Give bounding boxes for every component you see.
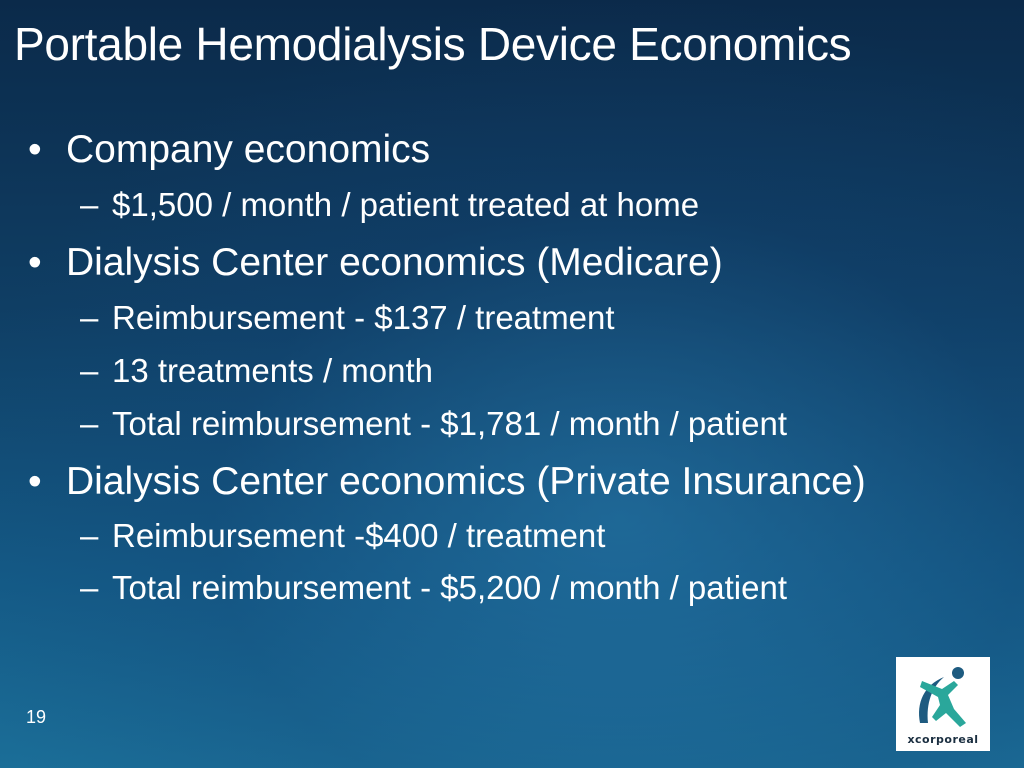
sub-bullet-item [80,404,787,444]
sub-bullet-item [80,568,787,608]
bullet-item [28,127,430,173]
sub-bullet-item [80,185,699,225]
sub-bullet-text: 13 treatments / month [112,352,433,389]
dash-marker: – [80,352,99,389]
bullet-text: Dialysis Center economics (Private Insurance) [66,460,866,503]
slide-title: Portable Hemodialysis Device Economics [14,18,852,70]
logo-wordmark: xcorporeal [907,733,979,746]
xcorporeal-figure-logo-icon [914,663,972,731]
page-number: 19 [26,707,47,727]
sub-bullet-text: Reimbursement - $137 / treatment [112,299,615,336]
bullet-marker: • [28,241,42,284]
sub-bullet-text: Total reimbursement - $5,200 / month / patient [112,569,788,606]
sub-bullet-text: Reimbursement -$400 / treatment [112,517,606,554]
dash-marker: – [80,569,99,606]
dash-marker: – [80,405,99,442]
dash-marker: – [80,299,99,336]
sub-bullet-item [80,516,605,556]
sub-bullet-text: $1,500 / month / patient treated at home [112,186,700,223]
dash-marker: – [80,186,99,223]
bullet-text: Company economics [66,128,431,171]
bullet-item [28,240,723,286]
bullet-marker: • [28,128,42,171]
company-logo [896,657,990,751]
bullet-marker: • [28,460,42,503]
bullet-item [28,459,866,505]
sub-bullet-item [80,298,615,338]
sub-bullet-text: Total reimbursement - $1,781 / month / patient [112,405,788,442]
dash-marker: – [80,517,99,554]
sub-bullet-item [80,351,433,391]
bullet-text: Dialysis Center economics (Medicare) [66,241,723,284]
